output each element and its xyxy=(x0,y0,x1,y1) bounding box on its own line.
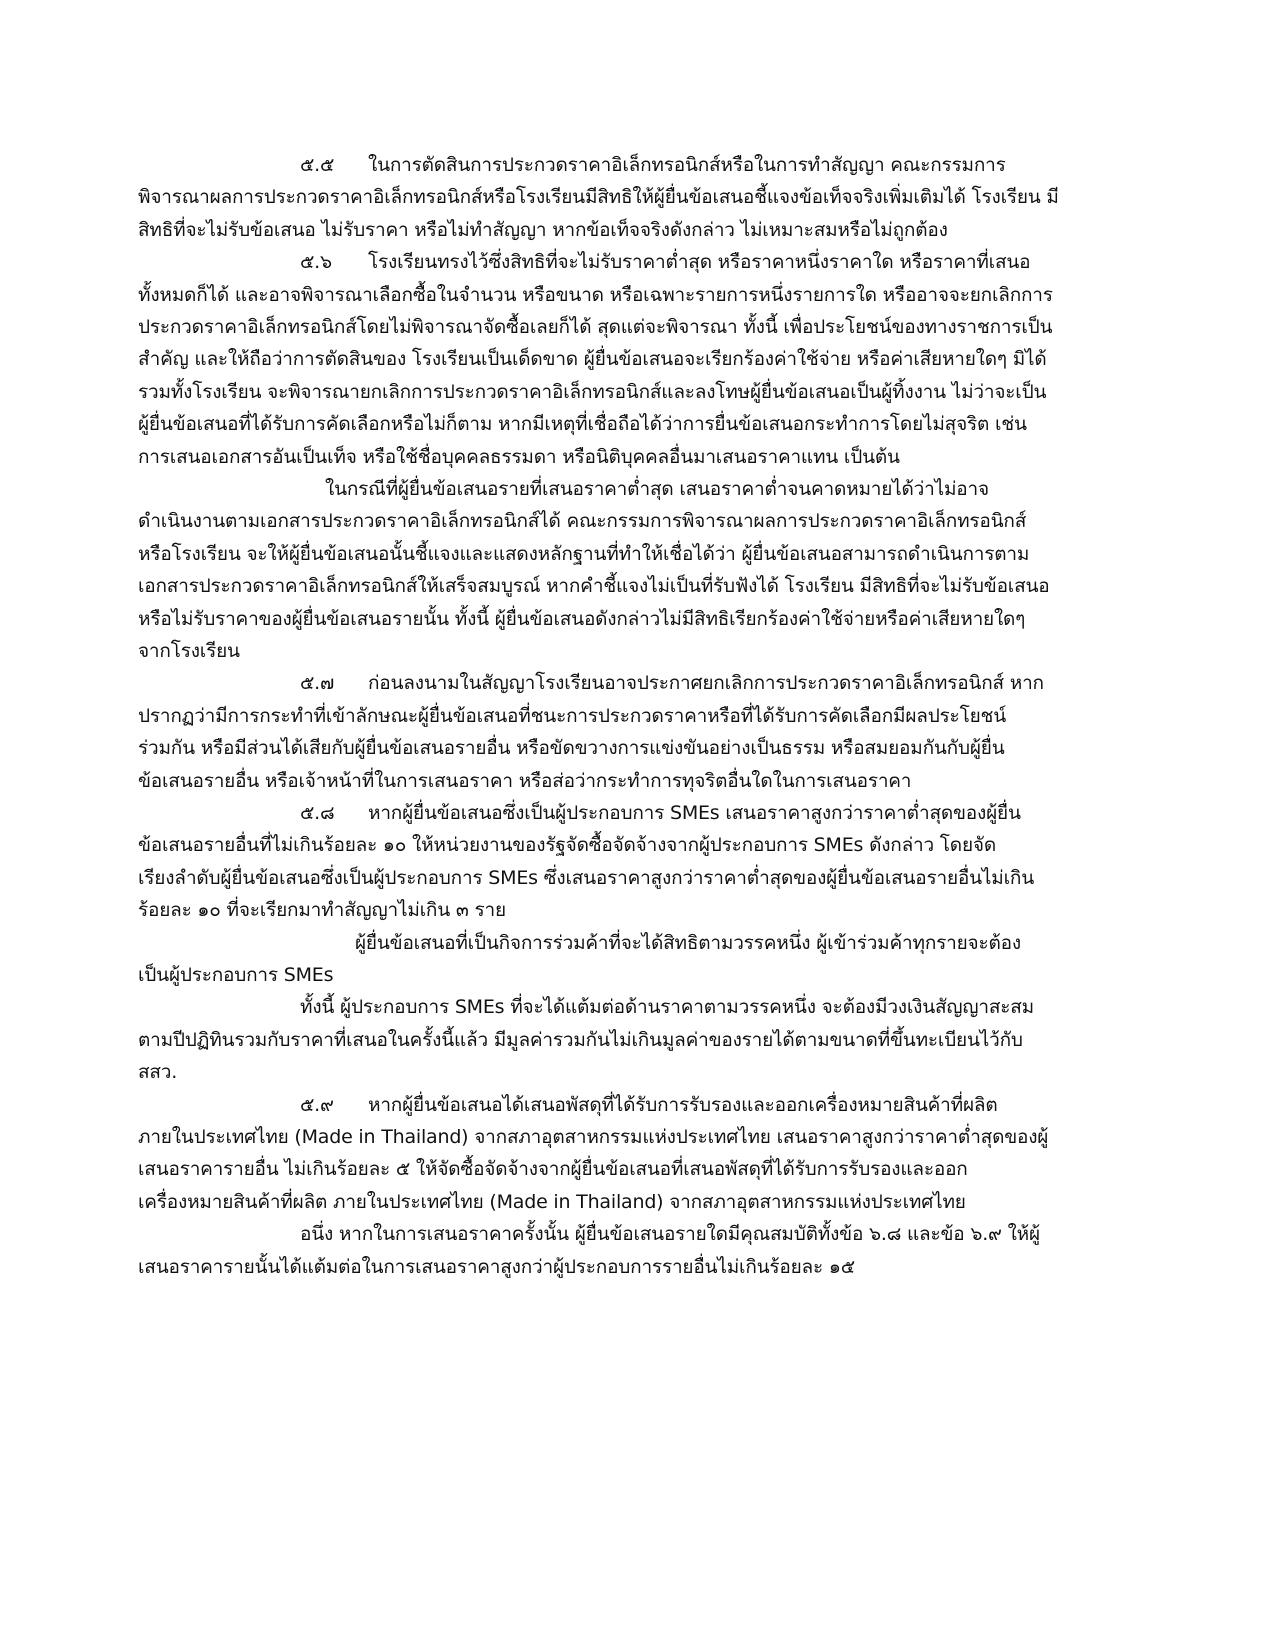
text-line xyxy=(300,800,1021,832)
clause-number: ๕.๗ xyxy=(300,672,335,695)
line-text: โรงเรียนทรงไว้ซึ่งสิทธิที่จะไม่รับราคาต่ำสุด หรือราคาหนึ่งราคาใด หรือราคาที่เสนอ xyxy=(368,251,1031,274)
line-text: เอกสารประกวดราคาอิเล็กทรอนิกส์ให้เสร็จสมบูรณ์ หากคำชี้แจงไม่เป็นที่รับฟังได้ โรงเรียน มีสิทธิที่จะไม่รับข้อเสนอ xyxy=(138,575,1050,598)
text-line xyxy=(138,541,1029,573)
line-text: หากผู้ยื่นข้อเสนอซึ่งเป็นผู้ประกอบการ SMEs เสนอราคาสูงกว่าราคาต่ำสุดของผู้ยื่น xyxy=(368,802,1021,824)
line-text: หากผู้ยื่นข้อเสนอได้เสนอพัสดุที่ได้รับการรับรองและออกเครื่องหมายสินค้าที่ผลิต xyxy=(368,1093,998,1116)
text-line xyxy=(300,670,1044,702)
line-text: ข้อเสนอรายอื่นที่ไม่เกินร้อยละ ๑๐ ให้หน่วยงานของรัฐจัดซื้อจัดจ้างจากผู้ประกอบการ SMEs ดังกล่าว โดยจัด xyxy=(138,834,996,857)
text-line xyxy=(138,703,1006,735)
text-line xyxy=(355,930,1021,962)
text-line xyxy=(300,1092,997,1124)
text-line xyxy=(138,573,1049,605)
line-text: รวมทั้งโรงเรียน จะพิจารณายกเลิกการประกวดราคาอิเล็กทรอนิกส์และลงโทษผู้ยื่นข้อเสนอเป็นผู้ทิ้งงาน ไม่ว่าจะเป็น xyxy=(138,380,1047,403)
text-line xyxy=(138,735,1005,767)
line-text: พิจารณาผลการประกวดราคาอิเล็กทรอนิกส์หรือโรงเรียนมีสิทธิให้ผู้ยื่นข้อเสนอชี้แจงข้อเท็จจริงเพิ่มเติมได้ โรงเรียน มี xyxy=(138,186,1059,209)
text-line xyxy=(138,1027,1023,1059)
line-text: ร้อยละ ๑๐ ที่จะเรียกมาทำสัญญาไม่เกิน ๓ ราย xyxy=(138,899,506,922)
text-line xyxy=(138,184,1059,216)
line-text: ในกรณีที่ผู้ยื่นข้อเสนอรายที่เสนอราคาต่ำสุด เสนอราคาต่ำจนคาดหมายได้ว่าไม่อาจ xyxy=(325,478,989,500)
text-line xyxy=(138,768,911,800)
text-line xyxy=(138,411,1027,443)
text-line xyxy=(138,832,996,864)
text-line xyxy=(138,865,1034,897)
line-text: ทั้งหมดก็ได้ และอาจพิจารณาเลือกซื้อในจำนวน หรือขนาด หรือเฉพาะรายการหนึ่งรายการใด หรืออาจจะยกเลิกการ xyxy=(138,283,1053,306)
line-text: สิทธิที่จะไม่รับข้อเสนอ ไม่รับราคา หรือไม่ทำสัญญา หากข้อเท็จจริงดังกล่าว ไม่เหมาะสมหรือไม่ถูกต้อง xyxy=(138,218,948,241)
text-line xyxy=(300,152,1006,184)
line-text: อนึ่ง หากในการเสนอราคาครั้งนั้น ผู้ยื่นข้อเสนอรายใดมีคุณสมบัติทั้งข้อ ๖.๘ และข้อ ๖.๙ ให้ผู้ xyxy=(300,1223,1040,1246)
line-text: เป็นผู้ประกอบการ SMEs xyxy=(138,964,334,986)
line-text: ในการตัดสินการประกวดราคาอิเล็กทรอนิกส์หรือในการทำสัญญา คณะกรรมการ xyxy=(368,154,1006,176)
text-line xyxy=(138,1156,968,1188)
clause-number: ๕.๙ xyxy=(300,1093,334,1116)
line-text: หรือโรงเรียน จะให้ผู้ยื่นข้อเสนอนั้นชี้แจงและแสดงหลักฐานที่ทำให้เชื่อได้ว่า ผู้ยื่นข้อเสนอสามารถดำเนินการตาม xyxy=(138,542,1030,565)
text-line xyxy=(138,282,1053,314)
line-text: ประกวดราคาอิเล็กทรอนิกส์โดยไม่พิจารณาจัดซื้อเลยก็ได้ สุดแต่จะพิจารณา ทั้งนี้ เพื่อประโยชน์ของทางราชการเป็น xyxy=(138,316,1053,338)
text-line xyxy=(300,994,1034,1026)
text-line xyxy=(138,638,240,670)
text-line xyxy=(325,476,989,508)
line-text: เครื่องหมายสินค้าที่ผลิต ภายในประเทศไทย (Made in Thailand) จากสภาอุตสาหกรรมแห่งประเทศไทย xyxy=(138,1190,966,1213)
line-text: ภายในประเทศไทย (Made in Thailand) จากสภาอุตสาหกรรมแห่งประเทศไทย เสนอราคาสูงกว่าราคาต่ำสุดของผู้ xyxy=(138,1126,1049,1148)
text-line xyxy=(138,444,900,476)
text-line xyxy=(138,346,1047,378)
text-line xyxy=(138,314,1052,346)
text-line xyxy=(138,217,948,249)
text-line xyxy=(138,379,1046,411)
clause-number: ๕.๖ xyxy=(300,251,332,274)
line-text: จากโรงเรียน xyxy=(138,640,240,662)
line-text: สสว. xyxy=(138,1061,178,1084)
text-line xyxy=(138,606,1025,638)
text-line xyxy=(138,897,506,929)
clause-number: ๕.๕ xyxy=(300,154,335,176)
text-line xyxy=(138,1059,177,1091)
text-line xyxy=(138,508,1026,540)
line-text: ผู้ยื่นข้อเสนอที่ได้รับการคัดเลือกหรือไม่ก็ตาม หากมีเหตุที่เชื่อถือได้ว่าการยื่นข้อเสนอกระทำการโดยไม่สุจริต เช่น xyxy=(138,413,1027,436)
line-text: หรือไม่รับราคาของผู้ยื่นข้อเสนอรายนั้น ทั้งนี้ ผู้ยื่นข้อเสนอดังกล่าวไม่มีสิทธิเรียกร้องค่าใช้จ่ายหรือค่าเสียหายใดๆ xyxy=(138,607,1026,630)
line-text: ก่อนลงนามในสัญญาโรงเรียนอาจประกาศยกเลิกการประกวดราคาอิเล็กทรอนิกส์ หาก xyxy=(368,672,1044,695)
clause-number: ๕.๘ xyxy=(300,802,335,824)
line-text: ทั้งนี้ ผู้ประกอบการ SMEs ที่จะได้แต้มต่อด้านราคาตามวรรคหนึ่ง จะต้องมีวงเงินสัญญาสะสม xyxy=(300,996,1035,1019)
line-text: ข้อเสนอรายอื่น หรือเจ้าหน้าที่ในการเสนอราคา หรือส่อว่ากระทำการทุจริตอื่นใดในการเสนอราคา xyxy=(138,769,912,792)
text-line xyxy=(138,962,333,994)
line-text: เสนอราคารายนั้นได้แต้มต่อในการเสนอราคาสูงกว่าผู้ประกอบการรายอื่นไม่เกินร้อยละ ๑๕ xyxy=(138,1255,855,1278)
line-text: สำคัญ และให้ถือว่าการตัดสินของ โรงเรียนเป็นเด็ดขาด ผู้ยื่นข้อเสนอจะเรียกร้องค่าใช้จ่าย หรือค่าเสียหายใดๆ มิได้ xyxy=(138,348,1047,371)
line-text: ตามปีปฏิทินรวมกับราคาที่เสนอในครั้งนี้แล้ว มีมูลค่ารวมกันไม่เกินมูลค่าของรายได้ตามขนาดที่ขึ้นทะเบียนไว้กับ xyxy=(138,1028,1023,1051)
text-line xyxy=(138,1124,1048,1156)
line-text: การเสนอเอกสารอันเป็นเท็จ หรือใช้ชื่อบุคคลธรรมดา หรือนิติบุคคลอื่นมาเสนอราคาแทน เป็นต้น xyxy=(138,445,900,468)
line-text: ดำเนินงานตามเอกสารประกวดราคาอิเล็กทรอนิกส์ได้ คณะกรรมการพิจารณาผลการประกวดราคาอิเล็กทรอนิกส์ xyxy=(138,510,1027,533)
line-text: ผู้ยื่นข้อเสนอที่เป็นกิจการร่วมค้าที่จะได้สิทธิตามวรรคหนึ่ง ผู้เข้าร่วมค้าทุกรายจะต้อง xyxy=(355,931,1021,954)
line-text: เรียงลำดับผู้ยื่นข้อเสนอซึ่งเป็นผู้ประกอบการ SMEs ซึ่งเสนอราคาสูงกว่าราคาต่ำสุดของผู้ยื่นข้อเสนอรายอื่นไม่เกิน xyxy=(138,866,1034,889)
line-text: ร่วมกัน หรือมีส่วนได้เสียกับผู้ยื่นข้อเสนอรายอื่น หรือขัดขวางการแข่งขันอย่างเป็นธรรม หรือสมยอมกันกับผู้ยื่น xyxy=(138,737,1005,760)
text-line xyxy=(138,1254,855,1286)
text-line xyxy=(138,1189,966,1221)
line-text: ปรากฏว่ามีการกระทำที่เข้าลักษณะผู้ยื่นข้อเสนอที่ชนะการประกวดราคาหรือที่ได้รับการคัดเลือกมีผลประโยชน์ xyxy=(138,704,1006,727)
text-line xyxy=(300,249,1030,281)
line-text: เสนอราคารายอื่น ไม่เกินร้อยละ ๕ ให้จัดซื้อจัดจ้างจากผู้ยื่นข้อเสนอที่เสนอพัสดุที่ได้รับการรับรองและออก xyxy=(138,1158,968,1181)
text-line xyxy=(300,1221,1040,1253)
